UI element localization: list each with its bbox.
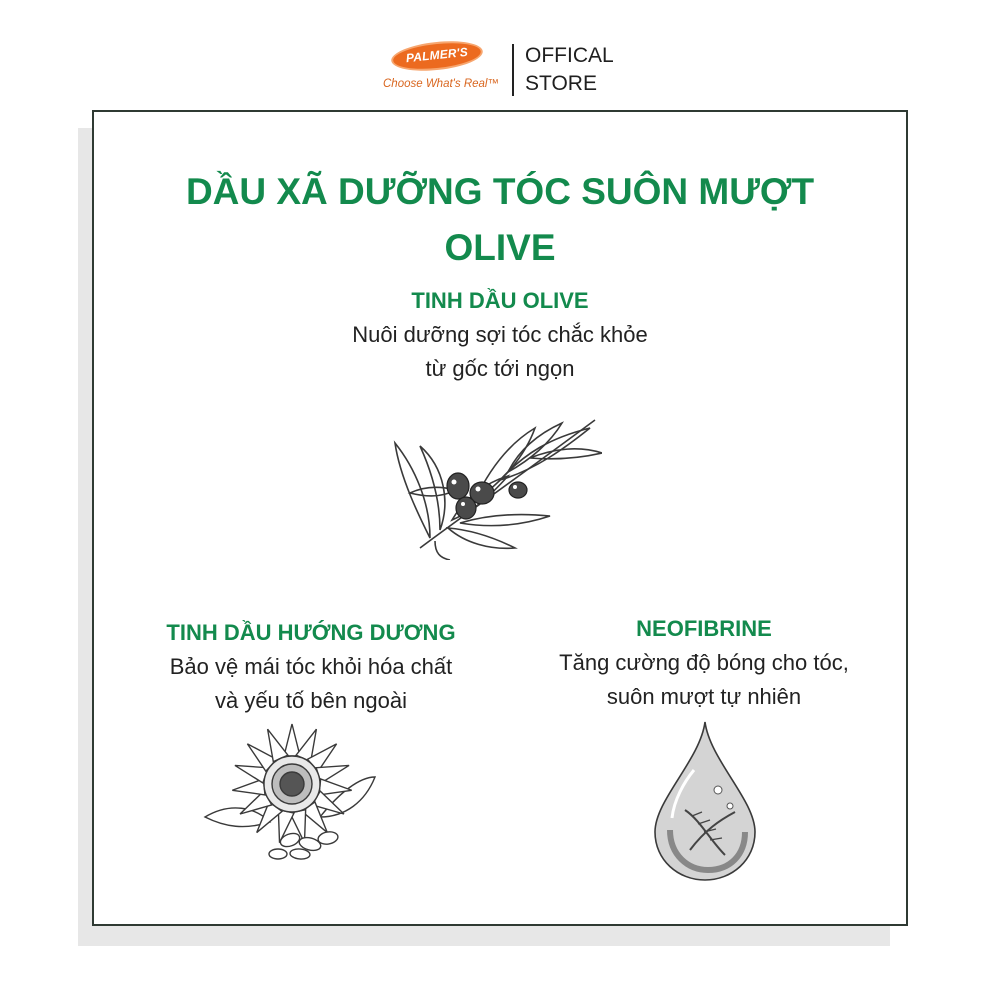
feature-olive-heading: TINH DẦU OLIVE xyxy=(411,288,589,313)
feature-neofibrine-heading: NEOFIBRINE xyxy=(636,616,772,641)
feature-neofibrine-line2: suôn mượt tự nhiên xyxy=(606,684,802,709)
oil-drop-icon xyxy=(650,720,760,882)
card-title-line2: OLIVE xyxy=(444,227,556,268)
sunflower-icon xyxy=(200,722,376,862)
card-title-line1: DẦU XÃ DƯỠNG TÓC SUÔN MƯỢT xyxy=(185,171,815,212)
store-label-line1: OFFICAL xyxy=(525,44,614,67)
store-label-line2: STORE xyxy=(525,72,597,95)
card-title xyxy=(94,164,906,276)
header xyxy=(0,36,1000,106)
feature-sunflower-line1: Bảo vệ mái tóc khỏi hóa chất xyxy=(169,654,453,679)
brand-logo[interactable] xyxy=(383,42,499,100)
feature-olive-description xyxy=(94,318,906,386)
brand-tagline: Choose What's Real™ xyxy=(383,78,499,90)
feature-olive-line1: Nuôi dưỡng sợi tóc chắc khỏe xyxy=(352,322,648,347)
feature-olive-line2: từ gốc tới ngọn xyxy=(425,356,575,381)
logo-badge xyxy=(390,37,484,74)
olive-branch-icon xyxy=(390,398,602,560)
feature-card xyxy=(92,110,908,926)
logo-text: PALMER'S xyxy=(405,44,469,66)
store-label xyxy=(525,42,635,98)
feature-sunflower-heading: TINH DẦU HƯỚNG DƯƠNG xyxy=(166,620,456,645)
feature-sunflower-line2: và yếu tố bên ngoài xyxy=(214,688,408,713)
feature-sunflower-description xyxy=(116,650,506,718)
feature-neofibrine-line1: Tăng cường độ bóng cho tóc, xyxy=(559,650,849,675)
feature-neofibrine-description xyxy=(514,646,894,714)
header-divider xyxy=(512,44,514,96)
